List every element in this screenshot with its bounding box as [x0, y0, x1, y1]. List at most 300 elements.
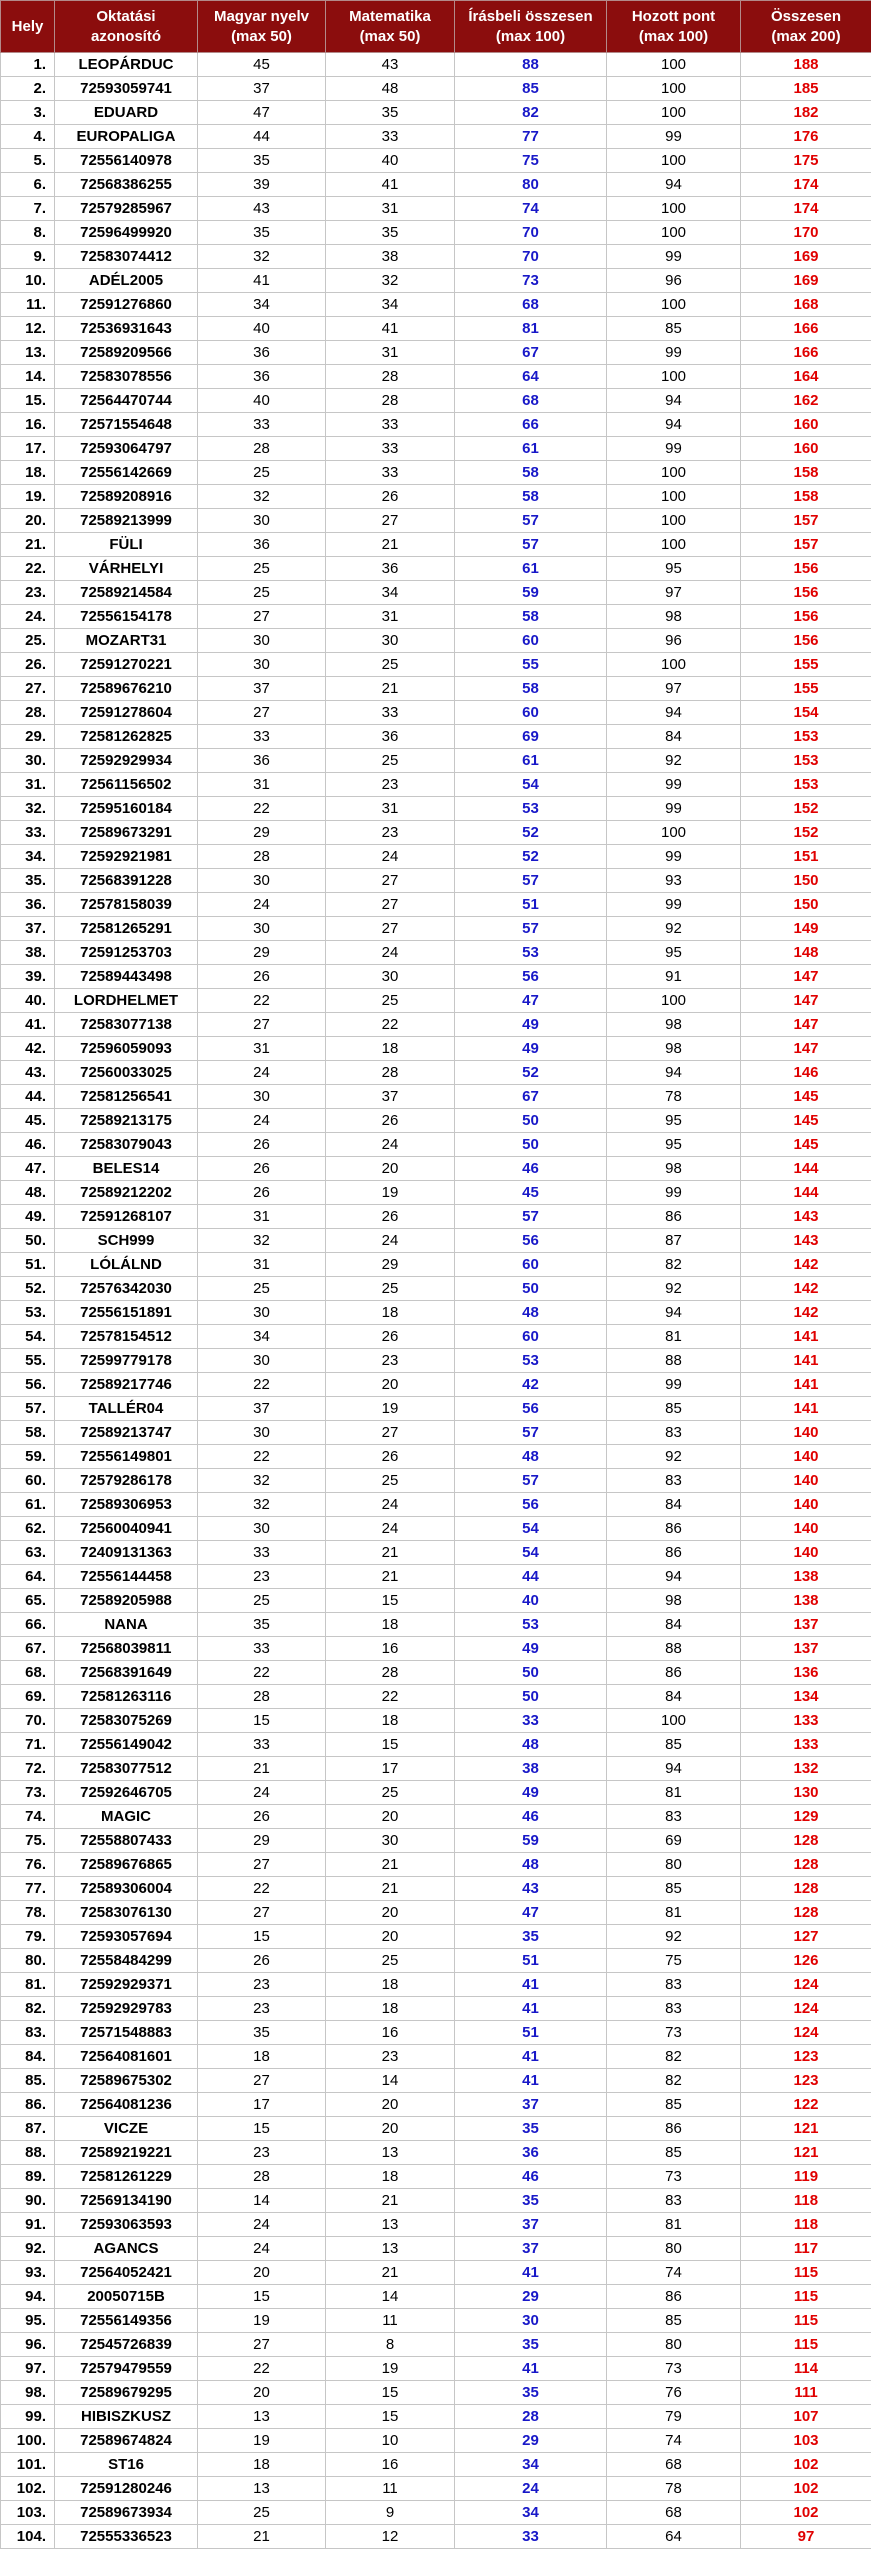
cell-hungarian: 35: [198, 221, 326, 245]
cell-rank: 72.: [1, 1757, 55, 1781]
cell-hungarian: 30: [198, 869, 326, 893]
cell-total: 158: [741, 485, 871, 509]
table-row: [1, 1877, 871, 1901]
cell-brought-points: 94: [607, 1061, 741, 1085]
cell-rank: 73.: [1, 1781, 55, 1805]
cell-rank: 28.: [1, 701, 55, 725]
cell-written-total: 36: [455, 2141, 607, 2165]
table-row: [1, 1853, 871, 1877]
cell-written-total: 60: [455, 1253, 607, 1277]
cell-id: 72589213747: [55, 1421, 198, 1445]
table-row: [1, 605, 871, 629]
cell-brought-points: 100: [607, 485, 741, 509]
cell-total: 188: [741, 53, 871, 77]
cell-written-total: 40: [455, 1589, 607, 1613]
cell-hungarian: 27: [198, 701, 326, 725]
table-row: [1, 773, 871, 797]
table-row: [1, 2477, 871, 2501]
cell-math: 23: [326, 2045, 455, 2069]
cell-rank: 16.: [1, 413, 55, 437]
cell-hungarian: 25: [198, 461, 326, 485]
cell-rank: 70.: [1, 1709, 55, 1733]
cell-rank: 9.: [1, 245, 55, 269]
cell-brought-points: 85: [607, 1397, 741, 1421]
cell-total: 156: [741, 557, 871, 581]
header-id: [55, 1, 198, 53]
header-rank: [1, 1, 55, 53]
cell-math: 22: [326, 1013, 455, 1037]
cell-id: 72571548883: [55, 2021, 198, 2045]
cell-total: 115: [741, 2261, 871, 2285]
cell-id: 72583076130: [55, 1901, 198, 1925]
cell-id: VICZE: [55, 2117, 198, 2141]
cell-brought-points: 98: [607, 1013, 741, 1037]
table-row: [1, 101, 871, 125]
table-row: [1, 1109, 871, 1133]
cell-math: 18: [326, 1037, 455, 1061]
cell-total: 156: [741, 629, 871, 653]
cell-math: 33: [326, 701, 455, 725]
cell-hungarian: 23: [198, 1565, 326, 1589]
cell-rank: 37.: [1, 917, 55, 941]
cell-rank: 31.: [1, 773, 55, 797]
table-row: [1, 725, 871, 749]
cell-math: 19: [326, 2357, 455, 2381]
table-row: [1, 1349, 871, 1373]
cell-hungarian: 23: [198, 1997, 326, 2021]
cell-written-total: 41: [455, 1973, 607, 1997]
cell-math: 21: [326, 533, 455, 557]
header-written: [455, 1, 607, 53]
cell-math: 30: [326, 965, 455, 989]
cell-hungarian: 23: [198, 2141, 326, 2165]
cell-math: 21: [326, 1541, 455, 1565]
cell-rank: 103.: [1, 2501, 55, 2525]
cell-total: 129: [741, 1805, 871, 1829]
cell-brought-points: 85: [607, 1733, 741, 1757]
table-row: [1, 1157, 871, 1181]
cell-written-total: 46: [455, 1157, 607, 1181]
cell-rank: 8.: [1, 221, 55, 245]
cell-total: 115: [741, 2309, 871, 2333]
cell-rank: 34.: [1, 845, 55, 869]
cell-brought-points: 86: [607, 2117, 741, 2141]
cell-math: 10: [326, 2429, 455, 2453]
cell-math: 28: [326, 365, 455, 389]
cell-total: 118: [741, 2213, 871, 2237]
cell-rank: 25.: [1, 629, 55, 653]
cell-hungarian: 31: [198, 1037, 326, 1061]
cell-rank: 89.: [1, 2165, 55, 2189]
cell-rank: 38.: [1, 941, 55, 965]
cell-hungarian: 27: [198, 1901, 326, 1925]
cell-rank: 85.: [1, 2069, 55, 2093]
cell-id: 72556154178: [55, 605, 198, 629]
cell-written-total: 52: [455, 845, 607, 869]
cell-written-total: 69: [455, 725, 607, 749]
cell-id: 72578158039: [55, 893, 198, 917]
cell-brought-points: 86: [607, 2285, 741, 2309]
table-row: [1, 845, 871, 869]
cell-total: 152: [741, 821, 871, 845]
cell-id: 72591270221: [55, 653, 198, 677]
table-row: [1, 1277, 871, 1301]
cell-rank: 93.: [1, 2261, 55, 2285]
table-row: [1, 917, 871, 941]
cell-written-total: 64: [455, 365, 607, 389]
cell-hungarian: 31: [198, 773, 326, 797]
table-row: [1, 2093, 871, 2117]
table-row: [1, 1205, 871, 1229]
cell-rank: 3.: [1, 101, 55, 125]
cell-brought-points: 95: [607, 557, 741, 581]
cell-hungarian: 19: [198, 2429, 326, 2453]
cell-id: 72560040941: [55, 1517, 198, 1541]
cell-brought-points: 94: [607, 1301, 741, 1325]
table-row: [1, 1565, 871, 1589]
table-row: [1, 1733, 871, 1757]
cell-rank: 78.: [1, 1901, 55, 1925]
cell-id: 72589213999: [55, 509, 198, 533]
cell-written-total: 52: [455, 821, 607, 845]
cell-math: 28: [326, 1061, 455, 1085]
cell-rank: 35.: [1, 869, 55, 893]
cell-brought-points: 85: [607, 2309, 741, 2333]
cell-id: 72564081601: [55, 2045, 198, 2069]
cell-rank: 66.: [1, 1613, 55, 1637]
cell-total: 97: [741, 2525, 871, 2549]
cell-rank: 2.: [1, 77, 55, 101]
cell-id: 72591268107: [55, 1205, 198, 1229]
cell-math: 17: [326, 1757, 455, 1781]
cell-brought-points: 84: [607, 1685, 741, 1709]
header-rank-label: Hely: [3, 17, 52, 37]
cell-math: 19: [326, 1397, 455, 1421]
cell-rank: 82.: [1, 1997, 55, 2021]
cell-hungarian: 32: [198, 1469, 326, 1493]
cell-rank: 18.: [1, 461, 55, 485]
cell-written-total: 47: [455, 1901, 607, 1925]
cell-total: 117: [741, 2237, 871, 2261]
cell-brought-points: 94: [607, 701, 741, 725]
cell-id: 72569134190: [55, 2189, 198, 2213]
cell-math: 27: [326, 893, 455, 917]
cell-id: 72545726839: [55, 2333, 198, 2357]
cell-total: 130: [741, 1781, 871, 1805]
cell-total: 140: [741, 1517, 871, 1541]
table-row: [1, 149, 871, 173]
cell-rank: 84.: [1, 2045, 55, 2069]
table-row: [1, 1085, 871, 1109]
cell-rank: 102.: [1, 2477, 55, 2501]
cell-id: 72558484299: [55, 1949, 198, 1973]
cell-written-total: 35: [455, 2117, 607, 2141]
cell-id: 72581265291: [55, 917, 198, 941]
cell-hungarian: 47: [198, 101, 326, 125]
cell-brought-points: 99: [607, 845, 741, 869]
cell-brought-points: 73: [607, 2165, 741, 2189]
cell-written-total: 70: [455, 221, 607, 245]
cell-rank: 30.: [1, 749, 55, 773]
cell-id: 72568386255: [55, 173, 198, 197]
cell-hungarian: 27: [198, 2333, 326, 2357]
cell-written-total: 56: [455, 965, 607, 989]
table-row: [1, 1973, 871, 1997]
cell-written-total: 43: [455, 1877, 607, 1901]
cell-brought-points: 99: [607, 797, 741, 821]
cell-rank: 22.: [1, 557, 55, 581]
cell-id: LEOPÁRDUC: [55, 53, 198, 77]
cell-math: 26: [326, 485, 455, 509]
table-row: [1, 413, 871, 437]
cell-math: 28: [326, 1661, 455, 1685]
cell-total: 143: [741, 1229, 871, 1253]
cell-math: 27: [326, 509, 455, 533]
cell-hungarian: 21: [198, 2525, 326, 2549]
cell-written-total: 57: [455, 1205, 607, 1229]
cell-brought-points: 99: [607, 245, 741, 269]
cell-hungarian: 15: [198, 1925, 326, 1949]
cell-total: 145: [741, 1085, 871, 1109]
cell-rank: 39.: [1, 965, 55, 989]
table-row: [1, 1373, 871, 1397]
cell-math: 28: [326, 389, 455, 413]
cell-hungarian: 32: [198, 1229, 326, 1253]
cell-hungarian: 15: [198, 1709, 326, 1733]
table-row: [1, 893, 871, 917]
cell-written-total: 53: [455, 1613, 607, 1637]
cell-total: 140: [741, 1493, 871, 1517]
cell-hungarian: 19: [198, 2309, 326, 2333]
cell-rank: 88.: [1, 2141, 55, 2165]
cell-rank: 61.: [1, 1493, 55, 1517]
cell-brought-points: 84: [607, 1493, 741, 1517]
cell-id: 72593064797: [55, 437, 198, 461]
cell-rank: 96.: [1, 2333, 55, 2357]
cell-id: 72593063593: [55, 2213, 198, 2237]
cell-rank: 43.: [1, 1061, 55, 1085]
cell-written-total: 30: [455, 2309, 607, 2333]
cell-math: 21: [326, 677, 455, 701]
cell-rank: 17.: [1, 437, 55, 461]
header-brought-line2: (max 100): [609, 27, 738, 47]
cell-total: 137: [741, 1637, 871, 1661]
cell-written-total: 45: [455, 1181, 607, 1205]
cell-math: 31: [326, 341, 455, 365]
table-row: [1, 1997, 871, 2021]
cell-math: 33: [326, 437, 455, 461]
cell-brought-points: 82: [607, 2069, 741, 2093]
cell-total: 146: [741, 1061, 871, 1085]
header-total: [741, 1, 871, 53]
cell-total: 153: [741, 773, 871, 797]
cell-math: 20: [326, 1805, 455, 1829]
cell-hungarian: 22: [198, 1661, 326, 1685]
cell-rank: 50.: [1, 1229, 55, 1253]
cell-total: 121: [741, 2117, 871, 2141]
cell-brought-points: 100: [607, 821, 741, 845]
cell-math: 23: [326, 773, 455, 797]
table-row: [1, 437, 871, 461]
cell-hungarian: 32: [198, 245, 326, 269]
cell-rank: 49.: [1, 1205, 55, 1229]
cell-rank: 60.: [1, 1469, 55, 1493]
cell-written-total: 59: [455, 581, 607, 605]
cell-id: EDUARD: [55, 101, 198, 125]
cell-hungarian: 30: [198, 1421, 326, 1445]
cell-written-total: 35: [455, 2333, 607, 2357]
cell-total: 147: [741, 1013, 871, 1037]
cell-id: 72536931643: [55, 317, 198, 341]
cell-rank: 6.: [1, 173, 55, 197]
table-row: [1, 2021, 871, 2045]
cell-math: 24: [326, 1133, 455, 1157]
cell-hungarian: 26: [198, 965, 326, 989]
cell-id: 72583074412: [55, 245, 198, 269]
cell-brought-points: 86: [607, 1661, 741, 1685]
header-brought-line1: Hozott pont: [609, 7, 738, 27]
cell-id: BELES14: [55, 1157, 198, 1181]
cell-total: 136: [741, 1661, 871, 1685]
cell-total: 144: [741, 1181, 871, 1205]
cell-id: 72589675302: [55, 2069, 198, 2093]
cell-math: 21: [326, 2189, 455, 2213]
cell-math: 11: [326, 2477, 455, 2501]
cell-total: 147: [741, 989, 871, 1013]
cell-written-total: 57: [455, 509, 607, 533]
cell-rank: 64.: [1, 1565, 55, 1589]
cell-total: 128: [741, 1853, 871, 1877]
cell-math: 41: [326, 173, 455, 197]
cell-math: 34: [326, 293, 455, 317]
cell-math: 13: [326, 2141, 455, 2165]
cell-rank: 53.: [1, 1301, 55, 1325]
cell-math: 33: [326, 413, 455, 437]
cell-total: 153: [741, 725, 871, 749]
cell-rank: 63.: [1, 1541, 55, 1565]
cell-written-total: 54: [455, 773, 607, 797]
cell-hungarian: 24: [198, 1781, 326, 1805]
cell-written-total: 81: [455, 317, 607, 341]
cell-id: 72556149356: [55, 2309, 198, 2333]
cell-math: 31: [326, 197, 455, 221]
cell-brought-points: 94: [607, 413, 741, 437]
cell-total: 155: [741, 677, 871, 701]
cell-id: LORDHELMET: [55, 989, 198, 1013]
cell-rank: 36.: [1, 893, 55, 917]
cell-brought-points: 95: [607, 1133, 741, 1157]
cell-hungarian: 32: [198, 485, 326, 509]
cell-id: 72579286178: [55, 1469, 198, 1493]
cell-total: 115: [741, 2333, 871, 2357]
cell-math: 23: [326, 1349, 455, 1373]
table-row: [1, 2261, 871, 2285]
cell-id: 72568039811: [55, 1637, 198, 1661]
cell-id: 72579285967: [55, 197, 198, 221]
cell-math: 25: [326, 749, 455, 773]
cell-hungarian: 18: [198, 2453, 326, 2477]
cell-total: 124: [741, 1997, 871, 2021]
cell-math: 25: [326, 1949, 455, 1973]
cell-math: 27: [326, 917, 455, 941]
cell-hungarian: 14: [198, 2189, 326, 2213]
table-row: [1, 389, 871, 413]
cell-brought-points: 75: [607, 1949, 741, 1973]
table-row: [1, 293, 871, 317]
cell-written-total: 74: [455, 197, 607, 221]
cell-hungarian: 40: [198, 317, 326, 341]
cell-written-total: 60: [455, 1325, 607, 1349]
cell-hungarian: 26: [198, 1805, 326, 1829]
cell-math: 8: [326, 2333, 455, 2357]
cell-id: 72589214584: [55, 581, 198, 605]
cell-id: 72591280246: [55, 2477, 198, 2501]
cell-hungarian: 33: [198, 1733, 326, 1757]
cell-total: 123: [741, 2045, 871, 2069]
cell-math: 43: [326, 53, 455, 77]
table-row: [1, 1661, 871, 1685]
cell-brought-points: 100: [607, 221, 741, 245]
cell-id: 72595160184: [55, 797, 198, 821]
cell-math: 18: [326, 1301, 455, 1325]
table-row: [1, 1637, 871, 1661]
cell-id: 72593057694: [55, 1925, 198, 1949]
cell-written-total: 58: [455, 677, 607, 701]
cell-written-total: 88: [455, 53, 607, 77]
table-row: [1, 461, 871, 485]
cell-rank: 4.: [1, 125, 55, 149]
cell-rank: 58.: [1, 1421, 55, 1445]
cell-math: 24: [326, 1493, 455, 1517]
cell-id: 72592646705: [55, 1781, 198, 1805]
cell-brought-points: 85: [607, 317, 741, 341]
cell-id: SCH999: [55, 1229, 198, 1253]
cell-total: 182: [741, 101, 871, 125]
cell-rank: 98.: [1, 2381, 55, 2405]
cell-id: 72589306953: [55, 1493, 198, 1517]
cell-id: 72560033025: [55, 1061, 198, 1085]
cell-math: 20: [326, 1925, 455, 1949]
cell-id: 72583078556: [55, 365, 198, 389]
cell-rank: 91.: [1, 2213, 55, 2237]
cell-total: 107: [741, 2405, 871, 2429]
table-row: [1, 1493, 871, 1517]
cell-math: 41: [326, 317, 455, 341]
cell-hungarian: 32: [198, 1493, 326, 1517]
cell-brought-points: 100: [607, 77, 741, 101]
cell-total: 133: [741, 1733, 871, 1757]
cell-math: 36: [326, 557, 455, 581]
cell-hungarian: 22: [198, 1373, 326, 1397]
cell-hungarian: 36: [198, 749, 326, 773]
cell-id: 72599779178: [55, 1349, 198, 1373]
cell-brought-points: 80: [607, 1853, 741, 1877]
cell-written-total: 67: [455, 341, 607, 365]
cell-total: 133: [741, 1709, 871, 1733]
cell-id: 72556149042: [55, 1733, 198, 1757]
cell-written-total: 57: [455, 917, 607, 941]
cell-id: 72589208916: [55, 485, 198, 509]
cell-math: 27: [326, 1421, 455, 1445]
cell-written-total: 54: [455, 1517, 607, 1541]
cell-rank: 95.: [1, 2309, 55, 2333]
cell-written-total: 61: [455, 557, 607, 581]
table-row: [1, 653, 871, 677]
cell-written-total: 60: [455, 629, 607, 653]
cell-total: 153: [741, 749, 871, 773]
cell-id: 72583075269: [55, 1709, 198, 1733]
cell-id: 72589306004: [55, 1877, 198, 1901]
